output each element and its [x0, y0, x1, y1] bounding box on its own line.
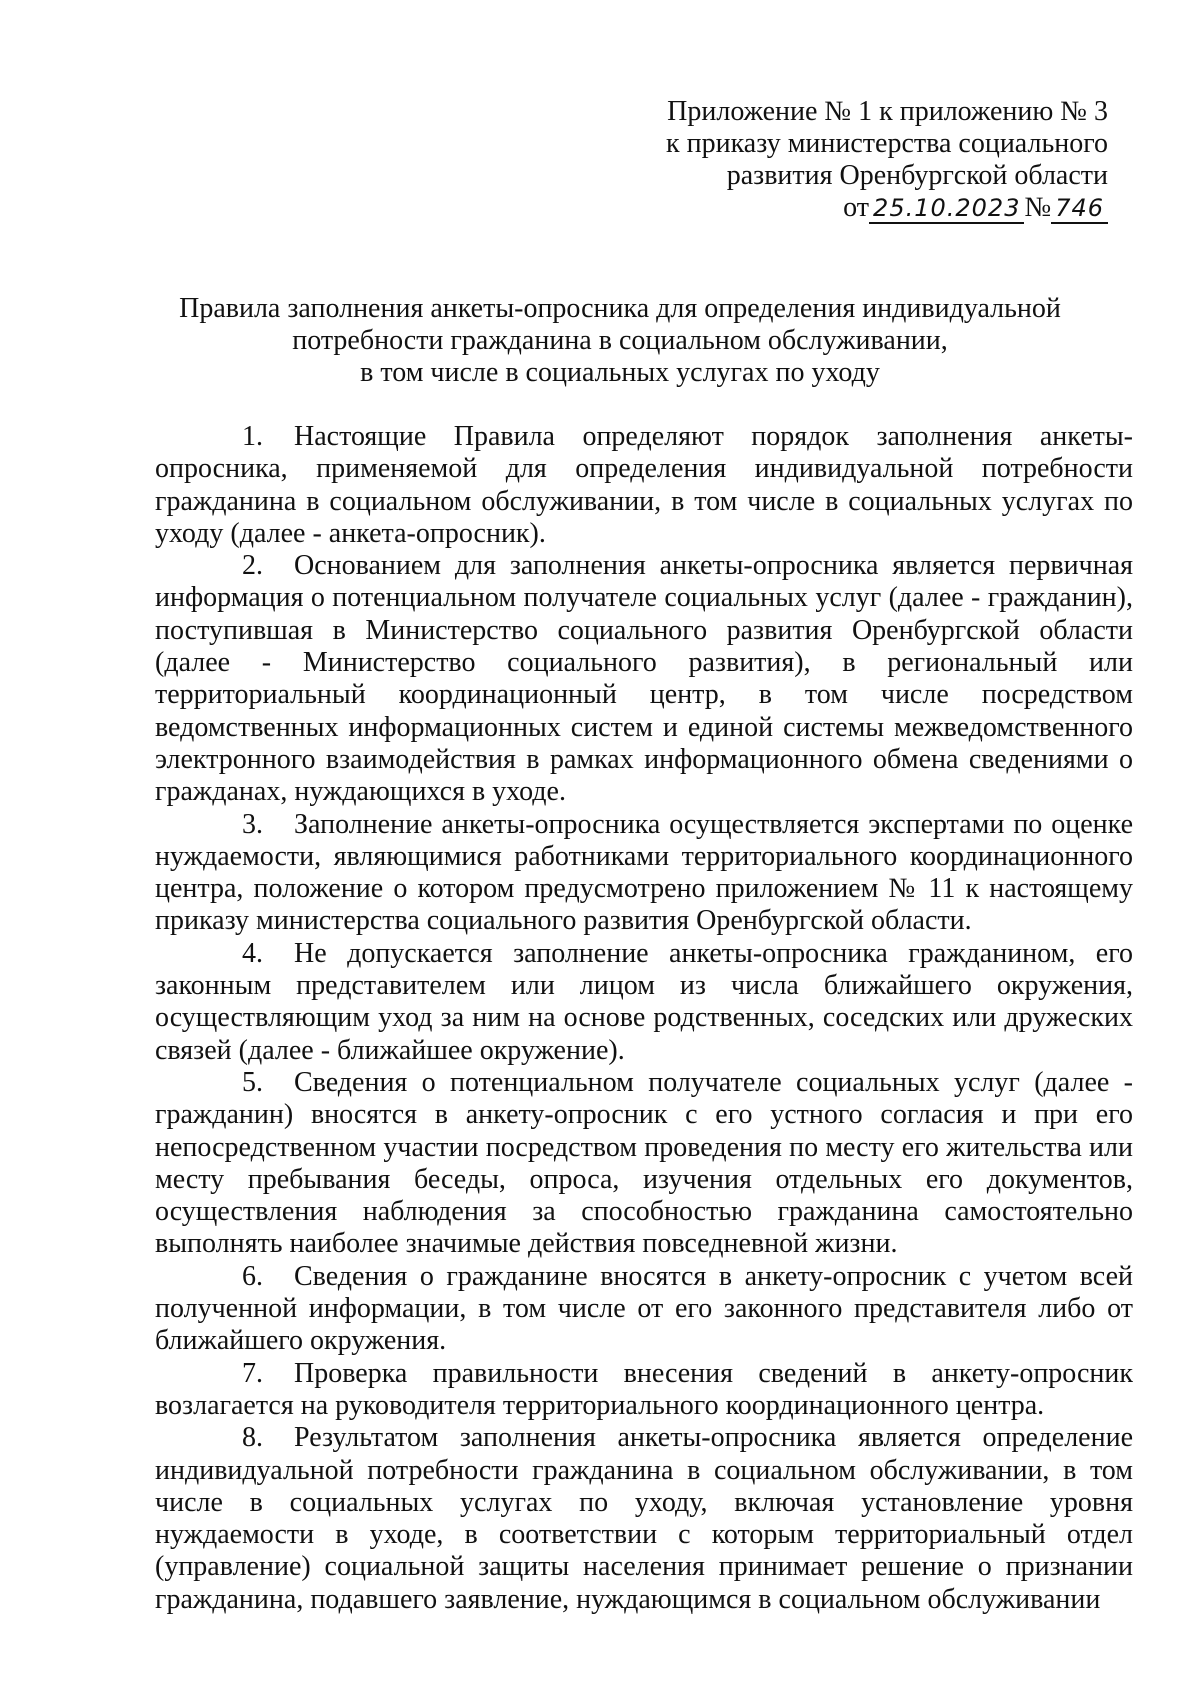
title-line-1: Правила заполнения анкеты-опросника для определения индивидуальной: [179, 293, 1061, 324]
paragraph: [155, 809, 1133, 938]
paragraph: [155, 1067, 1133, 1261]
paragraph-number: 2.: [242, 550, 263, 582]
from-label: от: [843, 192, 870, 223]
appendix-line-3: развития Оренбургской области: [726, 160, 1108, 191]
paragraph-text: Заполнение анкеты-опросника осуществляется экспертами по оценке нуждаемости, являющимися работниками территориального координационного центра, положение о котором предусмотрено приложением № 11 к настоящему приказу министерства социального развития Оренбургской области.: [155, 808, 1133, 937]
paragraph-number: 7.: [242, 1357, 263, 1389]
paragraph: [155, 1261, 1133, 1358]
paragraph: [155, 1422, 1133, 1616]
appendix-header: [666, 96, 1108, 224]
paragraph: [155, 938, 1133, 1067]
document-title: [150, 293, 1090, 389]
paragraph: [155, 421, 1133, 550]
title-line-2: потребности гражданина в социальном обслуживании,: [292, 325, 948, 356]
document-body: [155, 421, 1133, 1616]
paragraph-number: 6.: [242, 1260, 263, 1292]
paragraph-text: Основанием для заполнения анкеты-опросника является первичная информация о потенциальном получателе социальных услуг (далее - гражданин), поступившая в Министерство социального развития Оренбургской области (далее - Министерство социального развития), в региональный или территориальный координационный центр, в том числе посредством ведомственных информационных систем и единой системы межведомственного электронного взаимодействия в рамках информационного обмена сведениями о гражданах, нуждающихся в уходе.: [155, 550, 1133, 808]
paragraph-number: 1.: [242, 421, 263, 452]
paragraph-text: Не допускается заполнение анкеты-опросника гражданином, его законным представителем или лицом из числа ближайшего окружения, осуществляющим уход за ним на основе родственных, соседских или дружеских связей (далее - ближайшее окружение).: [155, 937, 1133, 1066]
appendix-line-1: Приложение № 1 к приложению № 3: [667, 96, 1108, 127]
paragraph-text: Результатом заполнения анкеты-опросника является определение индивидуальной потребности гражданина в социальном обслуживании, в том числе в социальных услугах по уходу, включая установление уровня нуждаемости в уходе, в соответствии с которым территориальный отдел (управление) социальной защиты населения принимает решение о признании гражданина, подавшего заявление, нуждающимся в социальном обслуживании: [155, 1422, 1133, 1615]
paragraph-number: 3.: [242, 808, 263, 840]
appendix-line-2: к приказу министерства социального: [666, 128, 1108, 159]
number-label: №: [1024, 192, 1052, 223]
paragraph-text: Сведения о гражданине вносятся в анкету-опросник с учетом всей полученной информации, в том числе от его законного представителя либо от ближайшего окружения.: [155, 1260, 1133, 1357]
order-date-number: [666, 192, 1108, 224]
paragraph-text: Сведения о потенциальном получателе социальных услуг (далее - гражданин) вносятся в анкету-опросник с его устного согласия и при его непосредственном участии посредством проведения по месту его жительства или месту пребывания беседы, опроса, изучения отдельных его документов, осуществления наблюдения за способностью гражданина самостоятельно выполнять наиболее значимые действия повседневной жизни.: [155, 1066, 1133, 1260]
order-date: 25.10.2023: [869, 194, 1024, 224]
paragraph: [155, 550, 1133, 808]
title-line-3: в том числе в социальных услугах по уходу: [360, 357, 880, 388]
paragraph: [155, 1358, 1133, 1423]
paragraph-number: 8.: [242, 1422, 263, 1454]
paragraph-number: 5.: [242, 1066, 263, 1098]
paragraph-number: 4.: [242, 937, 263, 969]
paragraph-text: Проверка правильности внесения сведений в анкету-опросник возлагается на руководителя территориального координационного центра.: [155, 1357, 1133, 1421]
paragraph-text: Настоящие Правила определяют порядок заполнения анкеты-опросника, применяемой для определения индивидуальной потребности гражданина в социальном обслуживании, в том числе в социальных услугах по уходу (далее - анкета-опросник).: [155, 421, 1133, 549]
order-number: 746: [1051, 194, 1108, 224]
